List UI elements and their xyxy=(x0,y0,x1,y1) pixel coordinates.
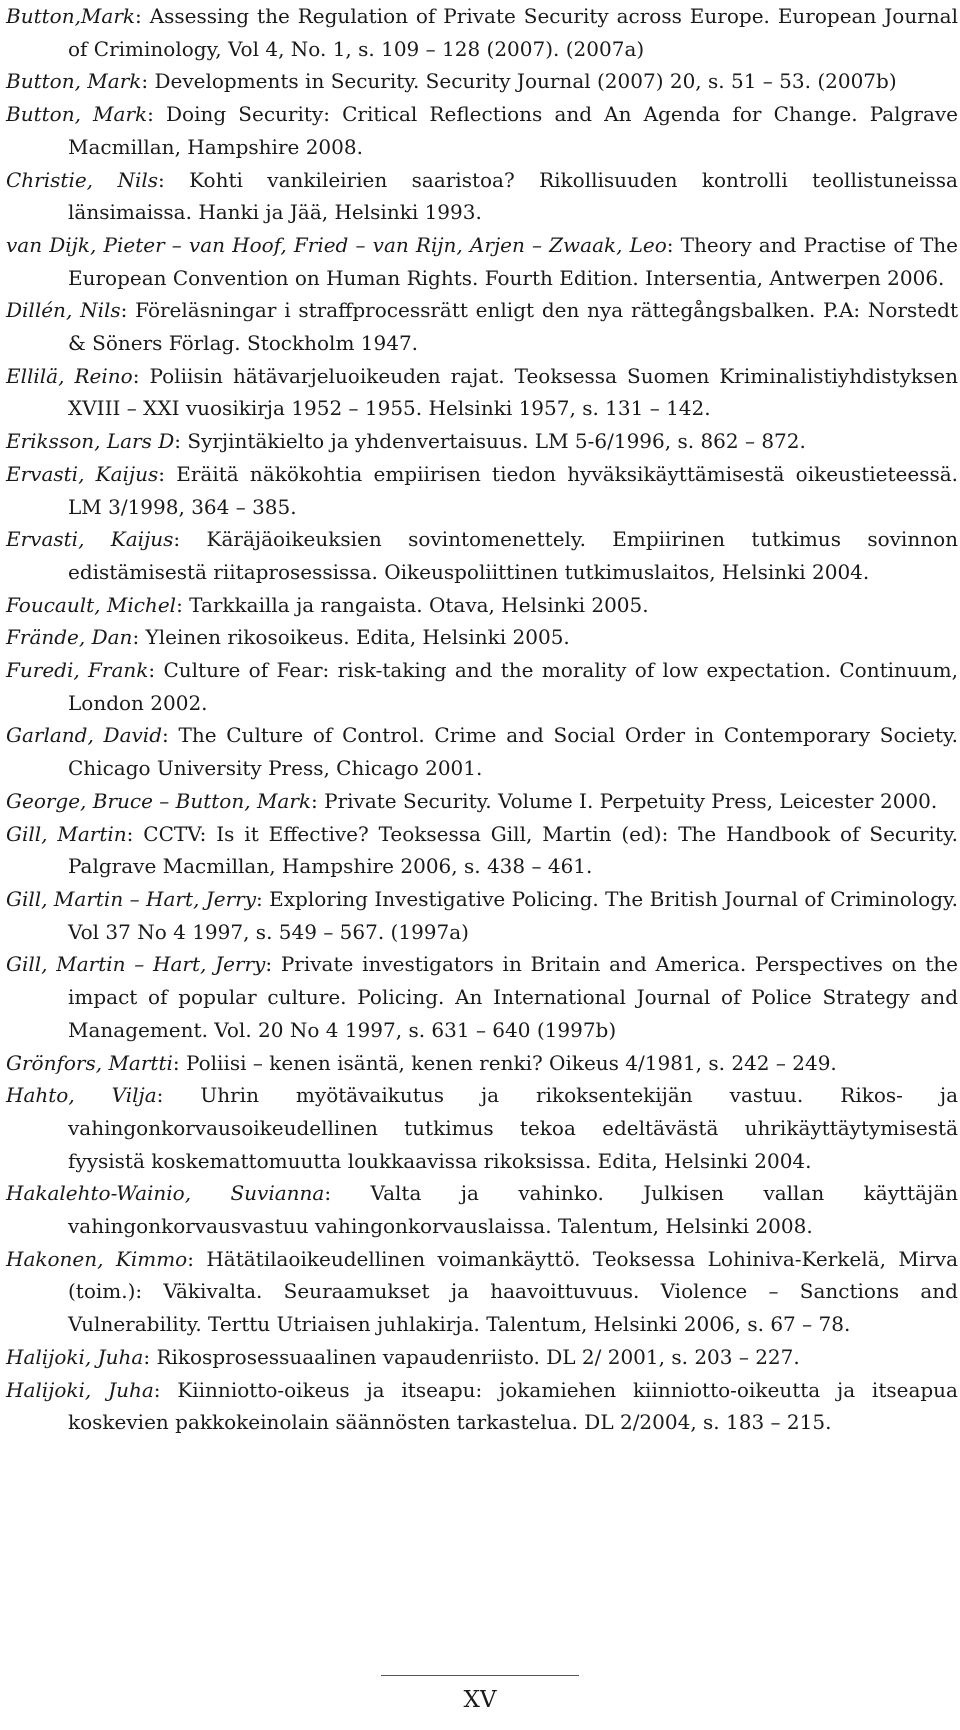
reference-details: : Valta ja vahinko. Julkisen vallan käyttäjän vahingonkorvausvastuu vahingonkorvauslaissa. Talentum, Helsinki 2008. xyxy=(68,1181,959,1239)
reference-details: : Doing Security: Critical Reflections and An Agenda for Change. Palgrave Macmillan, Hampshire 2008. xyxy=(68,102,959,159)
reference-details: : Uhrin myötävaikutus ja rikoksentekijän vastuu. Rikos- ja vahingonkorvausoikeudellinen tutkimus tekoa edeltävästä uhrikäyttäytymisestä fyysistä koskemattomuutta loukkaavissa rikoksissa. Edita, Helsinki 2004. xyxy=(68,1083,958,1173)
reference-details: : Yleinen rikosoikeus. Edita, Helsinki 2005. xyxy=(132,625,570,650)
reference-entry xyxy=(6,785,958,818)
reference-details: : Kiinniotto-oikeus ja itseapu: jokamiehen kiinniotto-oikeutta ja itseapua koskevien pakkokeinolain säännösten tarkastelua. DL 2/2004, s. 183 – 215. xyxy=(68,1377,958,1435)
reference-details: : Theory and Practise of The European Convention on Human Rights. Fourth Edition. Intersentia, Antwerpen 2006. xyxy=(68,232,959,290)
reference-details: : Kohti vankileirien saaristoa? Rikollisuuden kontrolli teollistuneissa länsimaissa. Hanki ja Jää, Helsinki 1993. xyxy=(68,167,958,225)
reference-entry xyxy=(6,65,958,98)
reference-entry xyxy=(6,883,958,948)
reference-details: : The Culture of Control. Crime and Social Order in Contemporary Society. Chicago University Press, Chicago 2001. xyxy=(68,723,959,781)
reference-author: Button, Mark xyxy=(6,102,148,127)
reference-entry xyxy=(6,229,958,294)
reference-entry xyxy=(6,719,958,784)
reference-details: : Exploring Investigative Policing. The British Journal of Criminology. Vol 37 No 4 1997, s. 549 – 567. (1997a) xyxy=(68,886,958,944)
reference-entry xyxy=(6,1047,958,1080)
reference-details: : Föreläsningar i straffprocessrätt enligt den nya rättegångsbalken. P.A: Norstedt & Söners Förlag. Stockholm 1947. xyxy=(68,298,958,356)
reference-list xyxy=(6,0,958,1439)
reference-details: : Culture of Fear: risk-taking and the morality of low expectation. Continuum, London 2002. xyxy=(68,658,958,715)
reference-details: : Rikosprosessuaalinen vapaudenriisto. DL 2/ 2001, s. 203 – 227. xyxy=(143,1344,800,1369)
reference-author: Ervasti, Kaijus xyxy=(6,461,159,486)
reference-author: Garland, David xyxy=(6,723,163,748)
reference-author: Christie, Nils xyxy=(6,167,158,192)
reference-details: : Eräitä näkökohtia empiirisen tiedon hyväksikäyttämisestä oikeustieteessä. LM 3/1998, 364 – 385. xyxy=(68,461,959,519)
reference-entry xyxy=(6,589,958,622)
reference-details: : Assessing the Regulation of Private Security across Europe. European Journal of Criminology, Vol 4, No. 1, s. 109 – 128 (2007). (2007a) xyxy=(68,4,958,61)
reference-entry xyxy=(6,1177,958,1242)
reference-entry xyxy=(6,1079,958,1177)
reference-author: Gill, Martin xyxy=(6,821,127,846)
reference-entry xyxy=(6,523,958,588)
reference-entry xyxy=(6,294,958,359)
reference-author: Button,Mark xyxy=(6,4,136,28)
reference-author: Hahto, Vilja xyxy=(6,1083,157,1108)
reference-details: : Private investigators in Britain and America. Perspectives on the impact of popular culture. Policing. An International Journal of Police Strategy and Management. Vol. 20 No 4 1997, s. 631 – 640 (1997b) xyxy=(68,952,958,1042)
reference-author: Button, Mark xyxy=(6,69,142,94)
page-number: XV xyxy=(463,1687,497,1713)
reference-entry xyxy=(6,0,958,65)
reference-entry xyxy=(6,1374,958,1439)
reference-entry xyxy=(6,621,958,654)
reference-entry xyxy=(6,1243,958,1341)
reference-author: Hakonen, Kimmo xyxy=(6,1246,188,1271)
reference-author: Frände, Dan xyxy=(6,625,133,650)
reference-author: Hakalehto-Wainio, Suvianna xyxy=(6,1181,325,1206)
reference-entry xyxy=(6,458,958,523)
reference-entry xyxy=(6,425,958,458)
reference-author: Ellilä, Reino xyxy=(6,363,133,388)
reference-details: : Tarkkailla ja rangaista. Otava, Helsinki 2005. xyxy=(176,592,649,617)
reference-details: : CCTV: Is it Effective? Teoksessa Gill, Martin (ed): The Handbook of Security. Palgrave Macmillan, Hampshire 2006, s. 438 – 461. xyxy=(68,821,958,879)
reference-details: : Developments in Security. Security Journal (2007) 20, s. 51 – 53. (2007b) xyxy=(141,69,897,94)
reference-author: Grönfors, Martti xyxy=(6,1050,173,1075)
reference-author: Ervasti, Kaijus xyxy=(6,527,174,552)
reference-details: : Käräjäoikeuksien sovintomenettely. Empiirinen tutkimus sovinnon edistämisestä riitaprosessissa. Oikeuspoliittinen tutkimuslaitos, Helsinki 2004. xyxy=(68,527,959,584)
reference-details: : Poliisi – kenen isäntä, kenen renki? Oikeus 4/1981, s. 242 – 249. xyxy=(172,1050,837,1075)
reference-entry xyxy=(6,360,958,425)
reference-author: George, Bruce – Button, Mark xyxy=(6,788,312,813)
reference-author: van Dijk, Pieter – van Hoof, Fried – van Rijn, Arjen – Zwaak, Leo xyxy=(6,232,667,257)
reference-details: : Syrjintäkielto ja yhdenvertaisuus. LM 5-6/1996, s. 862 – 872. xyxy=(174,429,806,454)
reference-entry xyxy=(6,98,958,163)
reference-author: Gill, Martin – Hart, Jerry xyxy=(6,952,266,977)
reference-entry xyxy=(6,164,958,229)
reference-author: Halijoki, Juha xyxy=(6,1344,144,1369)
reference-details: : Hätätilaoikeudellinen voimankäyttö. Teoksessa Lohiniva-Kerkelä, Mirva (toim.): Väkivalta. Seuraamukset ja haavoittuvuus. Violence – Sanctions and Vulnerability. Terttu Utriaisen juhlakirja. Talentum, Helsinki 2006, s. 67 – 78. xyxy=(68,1246,958,1337)
reference-author: Eriksson, Lars D xyxy=(6,429,175,454)
reference-author: Furedi, Frank xyxy=(6,658,149,683)
reference-entry xyxy=(6,1341,958,1374)
reference-author: Halijoki, Juha xyxy=(6,1377,154,1402)
reference-entry xyxy=(6,654,958,719)
reference-details: : Poliisin hätävarjeluoikeuden rajat. Teoksessa Suomen Kriminalistiyhdistyksen XVIII – XXI vuosikirja 1952 – 1955. Helsinki 1957, s. 131 – 142. xyxy=(68,363,958,421)
reference-entry xyxy=(6,948,958,1046)
reference-details: : Private Security. Volume I. Perpetuity Press, Leicester 2000. xyxy=(311,788,938,813)
reference-author: Gill, Martin – Hart, Jerry xyxy=(6,886,257,911)
footer-rule xyxy=(381,1675,579,1676)
reference-author: Dillén, Nils xyxy=(6,298,121,323)
reference-entry xyxy=(6,818,958,883)
reference-author: Foucault, Michel xyxy=(6,592,177,617)
